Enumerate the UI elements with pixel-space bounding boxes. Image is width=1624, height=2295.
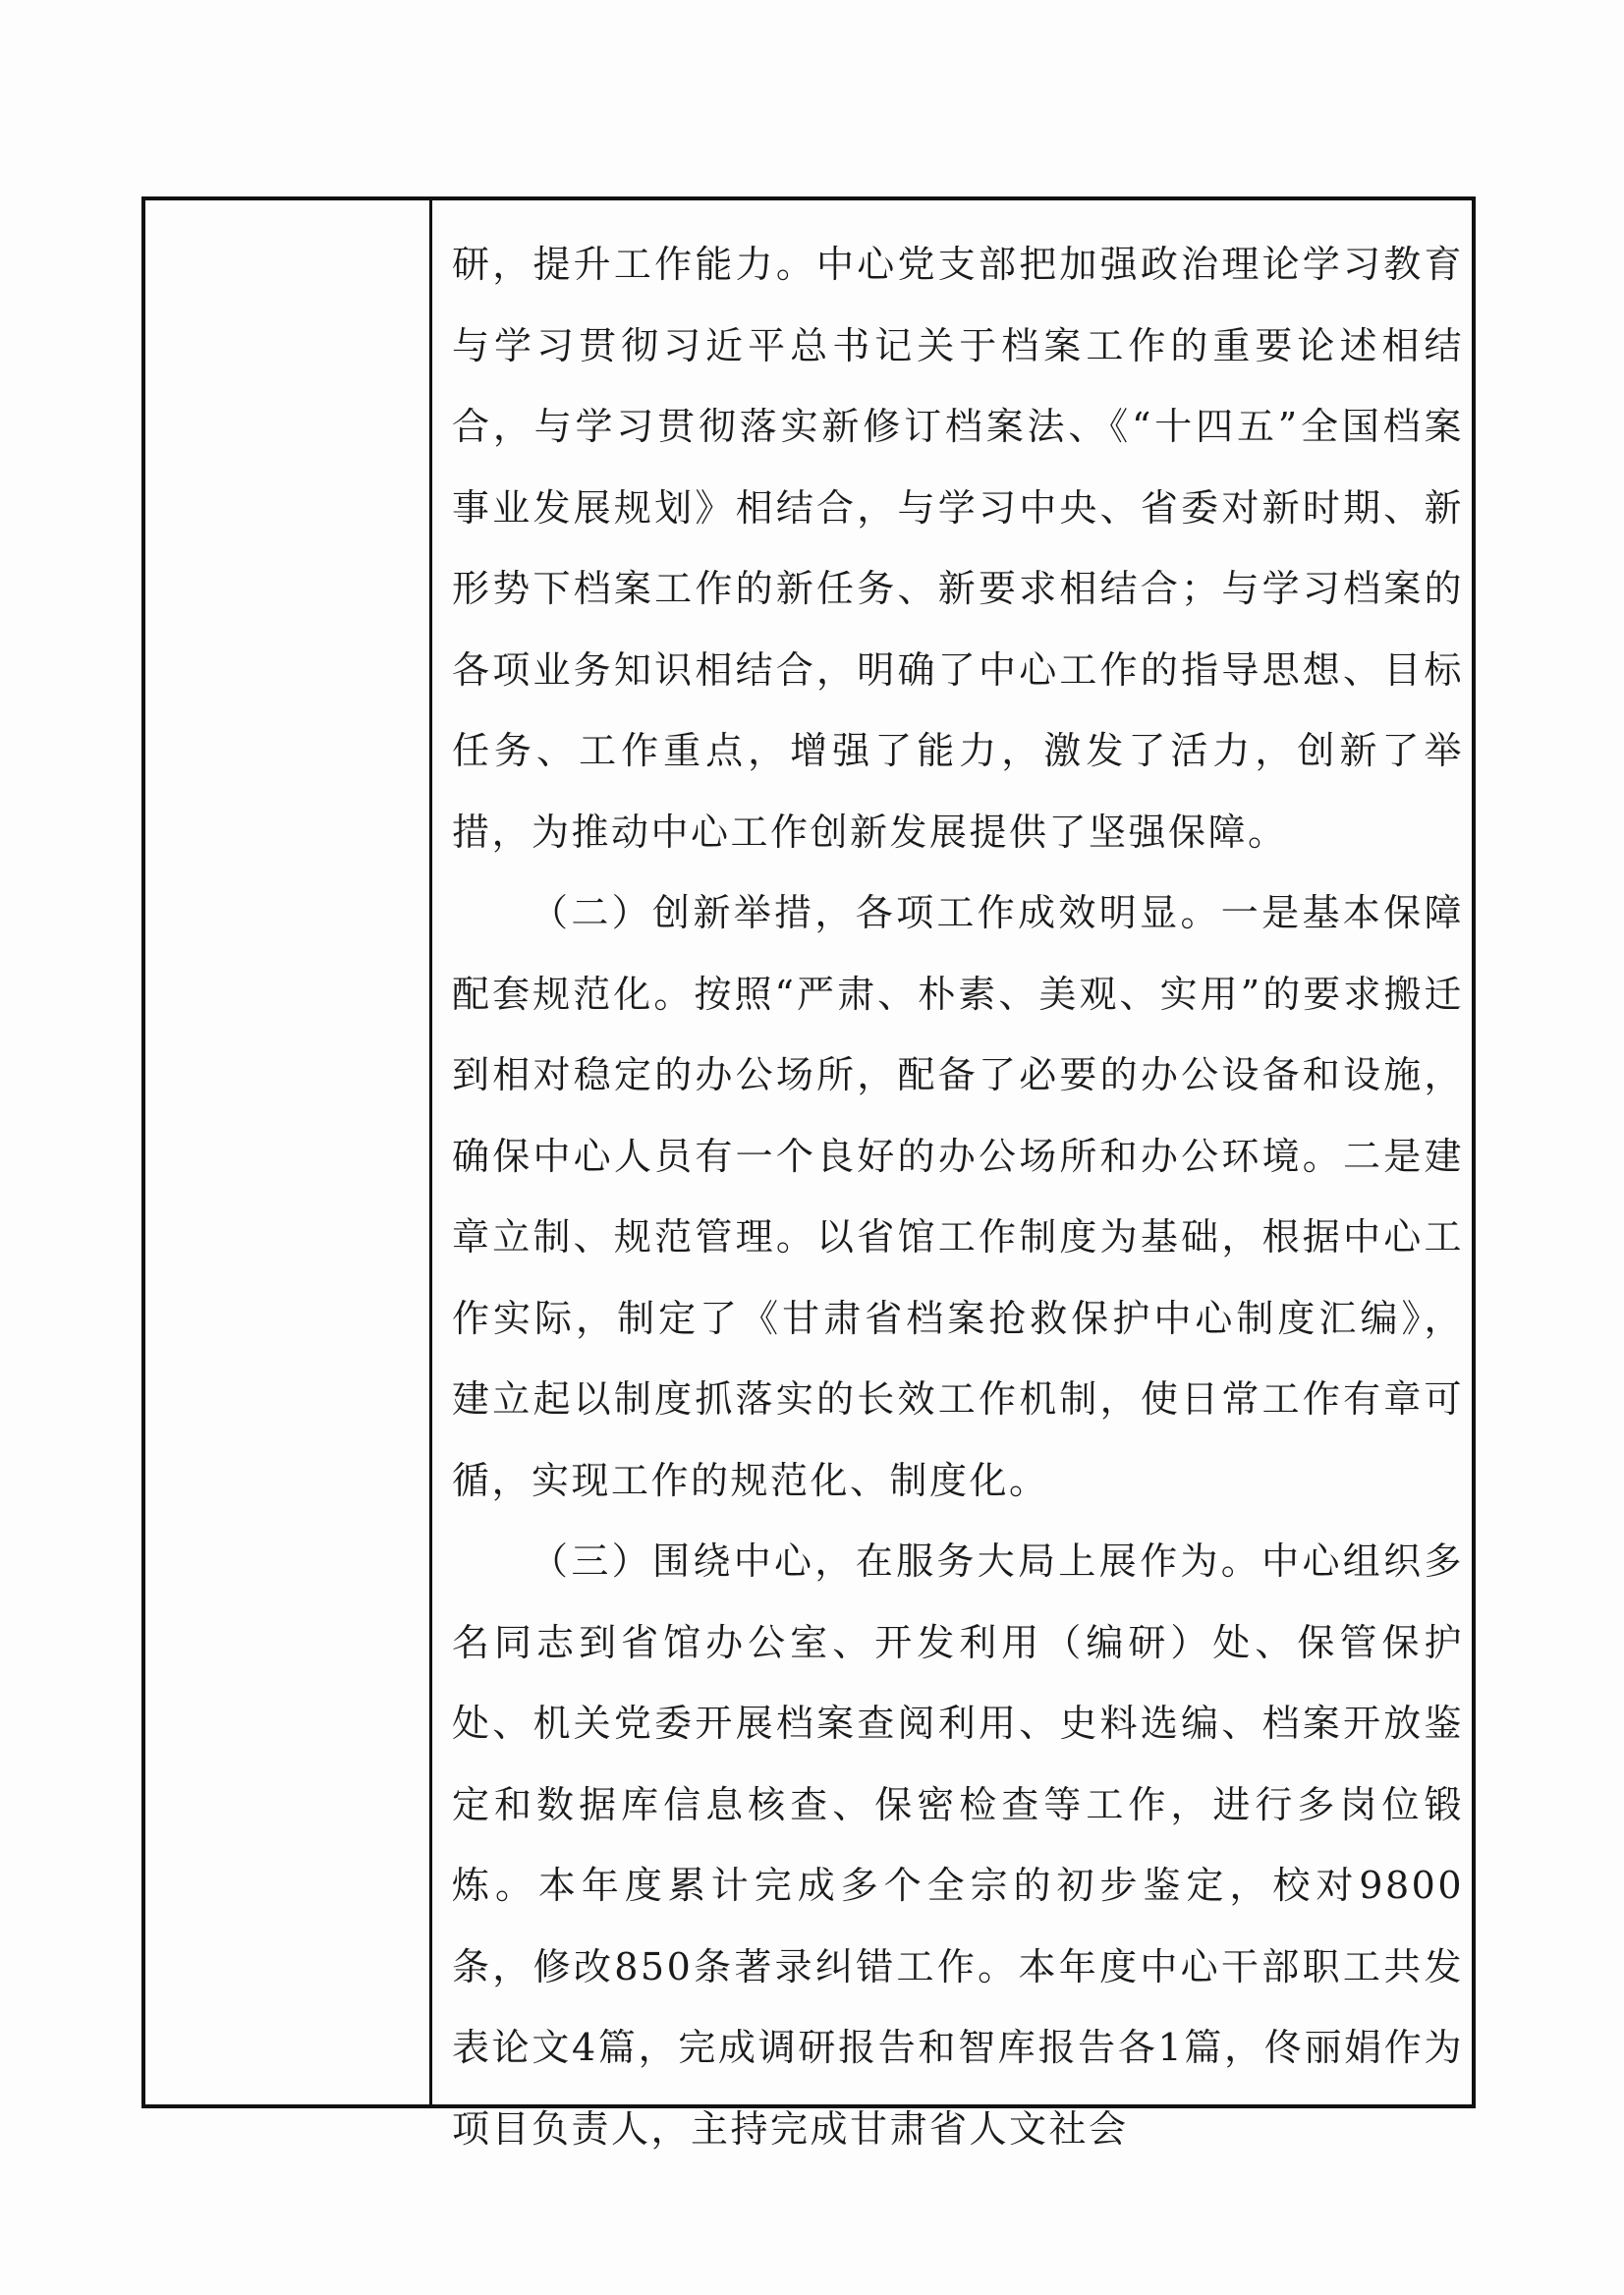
table-left-column: [145, 200, 432, 2104]
paragraph-3: （三）围绕中心，在服务大局上展作为。中心组织多名同志到省馆办公室、开发利用（编研）处、保管保护处、机关党委开展档案查阅利用、史料选编、档案开放鉴定和数据库信息核查、保密检查等工作，进行多岗位锻炼。本年度累计完成多个全宗的初步鉴定，校对9800条，修改850条著录纠错工作。本年度中心干部职工共发表论文4篇，完成调研报告和智库报告各1篇，佟丽娟作为项目负责人，主持完成甘肃省人文社会: [452, 1539, 1464, 2151]
table-frame: [141, 196, 1476, 2151]
paragraph-1: 研，提升工作能力。中心党支部把加强政治理论学习教育与学习贯彻习近平总书记关于档案工作的重要论述相结合，与学习贯彻落实新修订档案法、《“十四五”全国档案事业发展规划》相结合，与学习中央、省委对新时期、新形势下档案工作的新任务、新要求相结合；与学习档案的各项业务知识相结合，明确了中心工作的指导思想、目标任务、工作重点，增强了能力，激发了活力，创新了举措，为推动中心工作创新发展提供了坚强保障。: [452, 243, 1464, 854]
paragraph-2: （二）创新举措，各项工作成效明显。一是基本保障配套规范化。按照“严肃、朴素、美观、实用”的要求搬迁到相对稳定的办公场所，配备了必要的办公设备和设施，确保中心人员有一个良好的办公场所和办公环境。二是建章立制、规范管理。以省馆工作制度为基础，根据中心工作实际，制定了《甘肃省档案抢救保护中心制度汇编》，建立起以制度抓落实的长效工作机制，使日常工作有章可循，实现工作的规范化、制度化。: [452, 891, 1464, 1502]
table-text-cell: [452, 224, 1464, 2169]
